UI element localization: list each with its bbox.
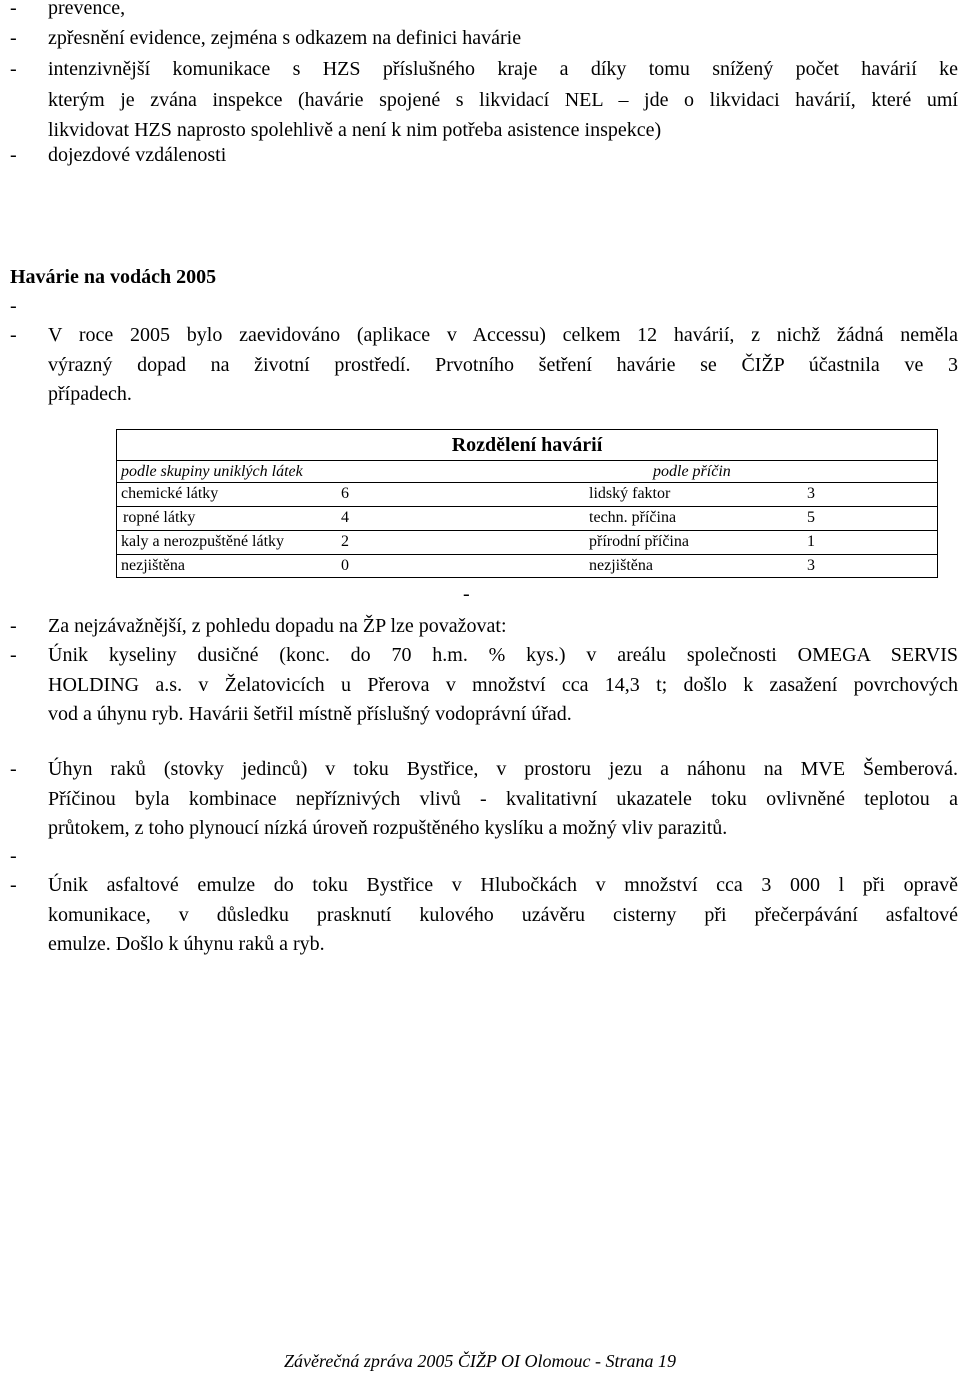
incident-item: Únik asfaltové emulze do toku Bystřice v Hlubočkách v množství cca 3 000 l při opravě: [48, 874, 958, 896]
right-value: 5: [807, 509, 815, 526]
incidents-intro: Za nejzávažnější, z pohledu dopadu na ŽP lze považovat:: [48, 615, 507, 637]
right-column-header: podle příčin: [653, 463, 731, 480]
incident-item: Úhyn raků (stovky jedinců) v toku Bystřice, v prostoru jezu a náhonu na MVE Šemberová.: [48, 758, 958, 780]
right-label: lidský faktor: [589, 485, 671, 502]
incident-item-continued: HOLDING a.s. v Želatovicích u Přerova v množství cca 14,3 t; došlo k zasažení povrchových: [48, 674, 958, 696]
bullet-dash: -: [10, 0, 17, 19]
left-value: 6: [341, 485, 349, 502]
summary-paragraph-continued: případech.: [48, 383, 132, 405]
bullet-dash: -: [10, 758, 17, 780]
right-label: techn. příčina: [589, 509, 677, 526]
incident-item-continued: Příčinou byla kombinace nepříznivých vlivů - kvalitativní ukazatele toku ovlivněné teplotou a: [48, 788, 958, 810]
page-footer: Závěrečná zpráva 2005 ČIŽP OI Olomouc - Strana 19: [284, 1351, 676, 1371]
incident-item-continued: průtokem, z toho plynoucí nízká úroveň rozpuštěného kyslíku a možný vliv parazitů.: [48, 817, 728, 839]
table-row: [117, 482, 937, 506]
table-caption: Rozdělení havárií: [451, 434, 603, 456]
right-value: 1: [807, 533, 815, 550]
table-header-row: [117, 460, 937, 483]
bullet-dash: -: [10, 295, 17, 317]
left-label: ropné látky: [123, 509, 196, 526]
table-row: [117, 506, 937, 530]
list-item: intenzivnější komunikace s HZS příslušného kraje a díky tomu snížený počet havárií ke: [48, 58, 958, 80]
incident-item-continued: vod a úhynu ryb. Havárii šetřil místně příslušný vodoprávní úřad.: [48, 703, 572, 725]
list-item-continued: likvidovat HZS naprosto spolehlivě a není k nim potřeba asistence inspekce): [48, 119, 662, 141]
left-label: chemické látky: [121, 485, 219, 502]
right-label: přírodní příčina: [589, 533, 689, 550]
bullet-dash: -: [10, 144, 17, 166]
list-item: dojezdové vzdálenosti: [48, 144, 227, 166]
bullet-dash: -: [10, 27, 17, 49]
right-value: 3: [807, 557, 815, 574]
left-value: 4: [341, 509, 349, 526]
table-row: [117, 554, 937, 578]
bullet-dash: -: [10, 644, 17, 666]
bullet-dash: -: [10, 58, 17, 80]
list-item-continued: kterým je zvána inspekce (havárie spojené s likvidací NEL – jde o likvidaci havárií, které umí: [48, 89, 958, 111]
left-value: 2: [341, 533, 349, 550]
list-item: zpřesnění evidence, zejména s odkazem na definici havárie: [48, 27, 522, 49]
centered-dash: -: [463, 583, 470, 605]
bullet-dash: -: [10, 324, 17, 346]
incident-item: Únik kyseliny dusičné (konc. do 70 h.m. % kys.) v areálu společnosti OMEGA SERVIS: [48, 644, 958, 666]
left-label: kaly a nerozpuštěné látky: [121, 533, 285, 550]
bullet-dash: -: [10, 615, 17, 637]
summary-paragraph-continued: výrazný dopad na životní prostředí. Prvotního šetření havárie se ČIŽP účastnila ve 3: [48, 354, 958, 376]
incident-item-continued: emulze. Došlo k úhynu raků a ryb.: [48, 933, 325, 955]
left-label: nezjištěna: [121, 557, 185, 574]
table-row: [117, 530, 937, 554]
bullet-dash: -: [10, 845, 17, 867]
left-value: 0: [341, 557, 349, 574]
incident-table: [116, 429, 938, 578]
right-value: 3: [807, 485, 815, 502]
summary-paragraph: V roce 2005 bylo zaevidováno (aplikace v Accessu) celkem 12 havárií, z nichž žádná neměla: [48, 324, 958, 346]
left-column-header: podle skupiny uniklých látek: [121, 463, 303, 480]
bullet-dash: -: [10, 874, 17, 896]
right-label: nezjištěna: [589, 557, 653, 574]
incident-item-continued: komunikace, v důsledku prasknutí kulového uzávěru cisterny při přečerpávání asfaltové: [48, 904, 958, 926]
list-item: prevence,: [48, 0, 126, 19]
section-heading: Havárie na vodách 2005: [10, 266, 217, 288]
